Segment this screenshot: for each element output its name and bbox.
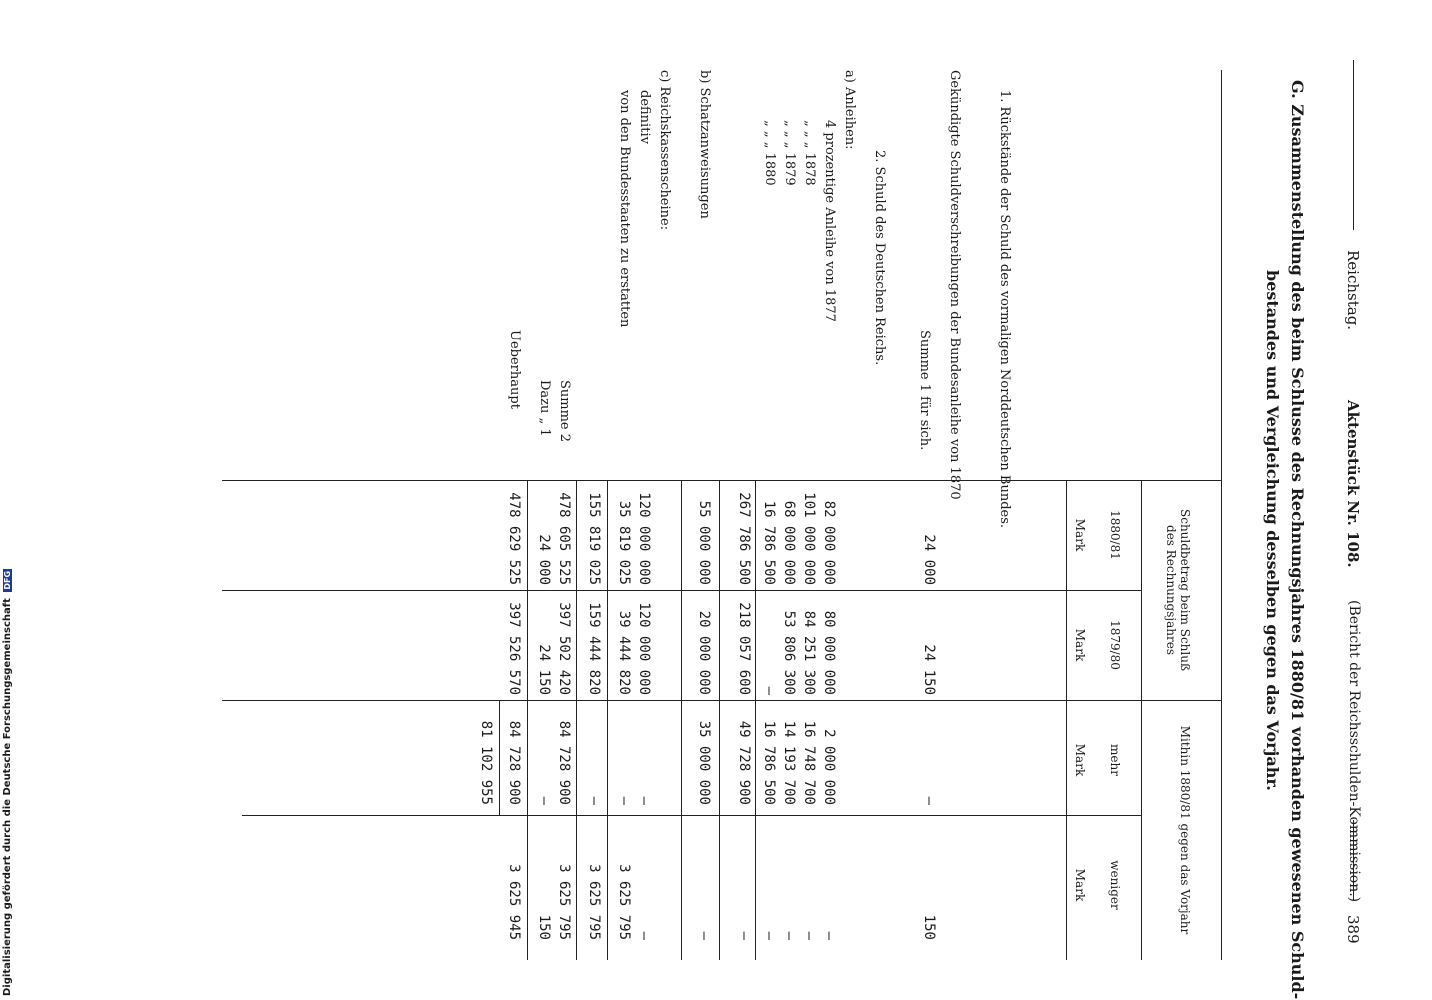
cell-less: — xyxy=(781,931,797,940)
cell-1879-80: 120 000 000 xyxy=(636,602,652,695)
page-number: 389 xyxy=(1344,915,1362,944)
col-header-1879-80: 1879/80 xyxy=(1108,620,1122,670)
col-divider-c xyxy=(222,700,1222,701)
title-line-1: G. Zusammenstellung des beim Schlusse des Rechnungsjahres 1880/81 vorhanden gewesenen Schuld- xyxy=(1288,80,1307,1000)
cell-more: 14 193 700 xyxy=(781,720,797,805)
cell-less: — xyxy=(736,931,752,940)
row-rule xyxy=(719,480,720,960)
title-line-2: bestandes und Vergleichung desselben gegen das Vorjahr. xyxy=(1263,270,1282,791)
header-center: Aktenstück Nr. 108. xyxy=(1344,400,1362,568)
row-label: Dazu „ 1 xyxy=(537,380,552,437)
cell-1879-80: 20 000 000 xyxy=(696,610,712,695)
cell-1880-81: 155 819 025 xyxy=(586,492,602,585)
cell-less: — xyxy=(761,931,777,940)
header-rule-right xyxy=(1353,820,1354,900)
subtotal-rule xyxy=(607,480,608,960)
cell-1879-80: 24 150 xyxy=(921,644,937,695)
cell-less: 3 625 795 xyxy=(586,864,602,940)
cell-1880-81: 68 000 000 xyxy=(781,500,797,585)
col-unit-3: Mark xyxy=(1073,743,1087,777)
cell-1880-81: 16 786 500 xyxy=(761,500,777,585)
cell-1879-80: 159 444 820 xyxy=(586,602,602,695)
row-label: Summe 2 xyxy=(557,380,572,443)
cell-less: 150 xyxy=(921,914,937,940)
cell-net-difference: 81 102 955 xyxy=(478,720,494,805)
row-rule xyxy=(681,480,682,960)
cell-1879-80: 53 806 300 xyxy=(781,610,797,695)
total-rule xyxy=(527,480,528,960)
cell-1880-81: 267 786 500 xyxy=(736,492,752,585)
cell-1879-80: 39 444 820 xyxy=(616,610,632,695)
row-label: 2. Schuld des Deutschen Reichs. xyxy=(872,150,887,366)
table-header-rule xyxy=(1066,480,1067,960)
row-label: b) Schatzanweisungen xyxy=(697,70,712,219)
header-right: (Bericht der Reichsschulden-Kommission.) xyxy=(1346,600,1362,903)
cell-1879-80: 24 150 xyxy=(536,644,552,695)
cell-1880-81: 55 000 000 xyxy=(696,500,712,585)
dfg-logo: DFG xyxy=(3,570,12,590)
cell-more: 84 728 900 xyxy=(506,720,522,805)
cell-1880-81: 35 819 025 xyxy=(616,500,632,585)
cell-less: — xyxy=(636,931,652,940)
cell-less: 150 xyxy=(536,914,552,940)
cell-more: — xyxy=(636,796,652,805)
col-header-more: mehr xyxy=(1108,744,1122,776)
cell-more: 16 748 700 xyxy=(801,720,817,805)
cell-more: 16 786 500 xyxy=(761,720,777,805)
table-top-rule xyxy=(1221,70,1222,960)
cell-1880-81: 101 000 000 xyxy=(801,492,817,585)
col-unit-1: Mark xyxy=(1073,518,1087,552)
cell-less: — xyxy=(696,931,712,940)
row-label: c) Reichskassenscheine: xyxy=(657,70,672,231)
cell-1879-80: 84 251 300 xyxy=(801,610,817,695)
cell-more: — xyxy=(586,796,602,805)
cell-1880-81: 478 629 525 xyxy=(506,492,522,585)
row-label: „ „ „ 1879 xyxy=(782,120,797,186)
cell-less: — xyxy=(801,931,817,940)
row-label: „ „ „ 1880 xyxy=(762,120,777,186)
subtotal-rule xyxy=(755,480,756,960)
row-label: von den Bundesstaaten zu erstatten xyxy=(617,90,632,328)
cell-1880-81: 82 000 000 xyxy=(821,500,837,585)
row-label: a) Anleihen: xyxy=(842,70,857,150)
col-group-header-balance: Schuldbetrag beim Schluß des Rechnungsjahres xyxy=(1164,509,1192,671)
cell-1880-81: 24 000 xyxy=(536,534,552,585)
footer-text: Digitalisierung gefördert durch die Deutsche Forschungsgemeinschaft xyxy=(2,598,13,996)
header-left: Reichstag. xyxy=(1344,250,1362,331)
cell-1879-80: 218 057 600 xyxy=(736,602,752,695)
cell-more: — xyxy=(616,796,632,805)
col-unit-2: Mark xyxy=(1073,628,1087,662)
col-divider-d xyxy=(242,815,1142,816)
header-sub-rule-1 xyxy=(1141,480,1142,700)
digitization-footer xyxy=(2,570,16,996)
row-label: Ueberhaupt xyxy=(507,330,522,409)
row-label: Summe 1 für sich. xyxy=(917,330,932,451)
col-unit-4: Mark xyxy=(1073,868,1087,902)
cell-less: 3 625 795 xyxy=(616,864,632,940)
cell-more: 35 000 000 xyxy=(696,720,712,805)
cell-more: — xyxy=(536,796,552,805)
row-label: „ „ „ 1878 xyxy=(802,120,817,186)
col-header-less: weniger xyxy=(1108,860,1122,910)
col-divider-b xyxy=(222,590,1142,591)
row-label: definitiv xyxy=(637,90,652,144)
cell-1879-80: 80 000 000 xyxy=(821,610,837,695)
header-sub-rule-2 xyxy=(1141,700,1142,960)
col-header-1880-81: 1880/81 xyxy=(1108,510,1122,560)
row-label: Gekündigte Schuldverschreibungen der Bundesanleihe von 1870 xyxy=(947,70,962,500)
row-rule xyxy=(576,480,577,960)
cell-1880-81: 478 605 525 xyxy=(556,492,572,585)
cell-1880-81: 24 000 xyxy=(921,534,937,585)
row-label: 1. Rückstände der Schuld des vormaligen Norddeutschen Bundes. xyxy=(997,90,1012,529)
cell-more: 49 728 900 xyxy=(736,720,752,805)
cell-1879-80: 397 526 570 xyxy=(506,602,522,695)
cell-1879-80: — xyxy=(761,686,777,695)
net-rule xyxy=(499,700,500,815)
cell-less: — xyxy=(821,931,837,940)
cell-less: 3 625 795 xyxy=(556,864,572,940)
col-divider-a xyxy=(222,480,1222,481)
col-group-header-difference: Mithin 1880/81 gegen das Vorjahr xyxy=(1178,725,1192,935)
cell-1880-81: 120 000 000 xyxy=(636,492,652,585)
cell-1879-80: 397 502 420 xyxy=(556,602,572,695)
header-rule-left xyxy=(1353,60,1354,230)
cell-more: 84 728 900 xyxy=(556,720,572,805)
row-label: 4 prozentige Anleihe von 1877 xyxy=(822,120,837,322)
cell-more: 2 000 000 xyxy=(821,729,837,805)
cell-more: — xyxy=(921,796,937,805)
cell-less: 3 625 945 xyxy=(506,864,522,940)
